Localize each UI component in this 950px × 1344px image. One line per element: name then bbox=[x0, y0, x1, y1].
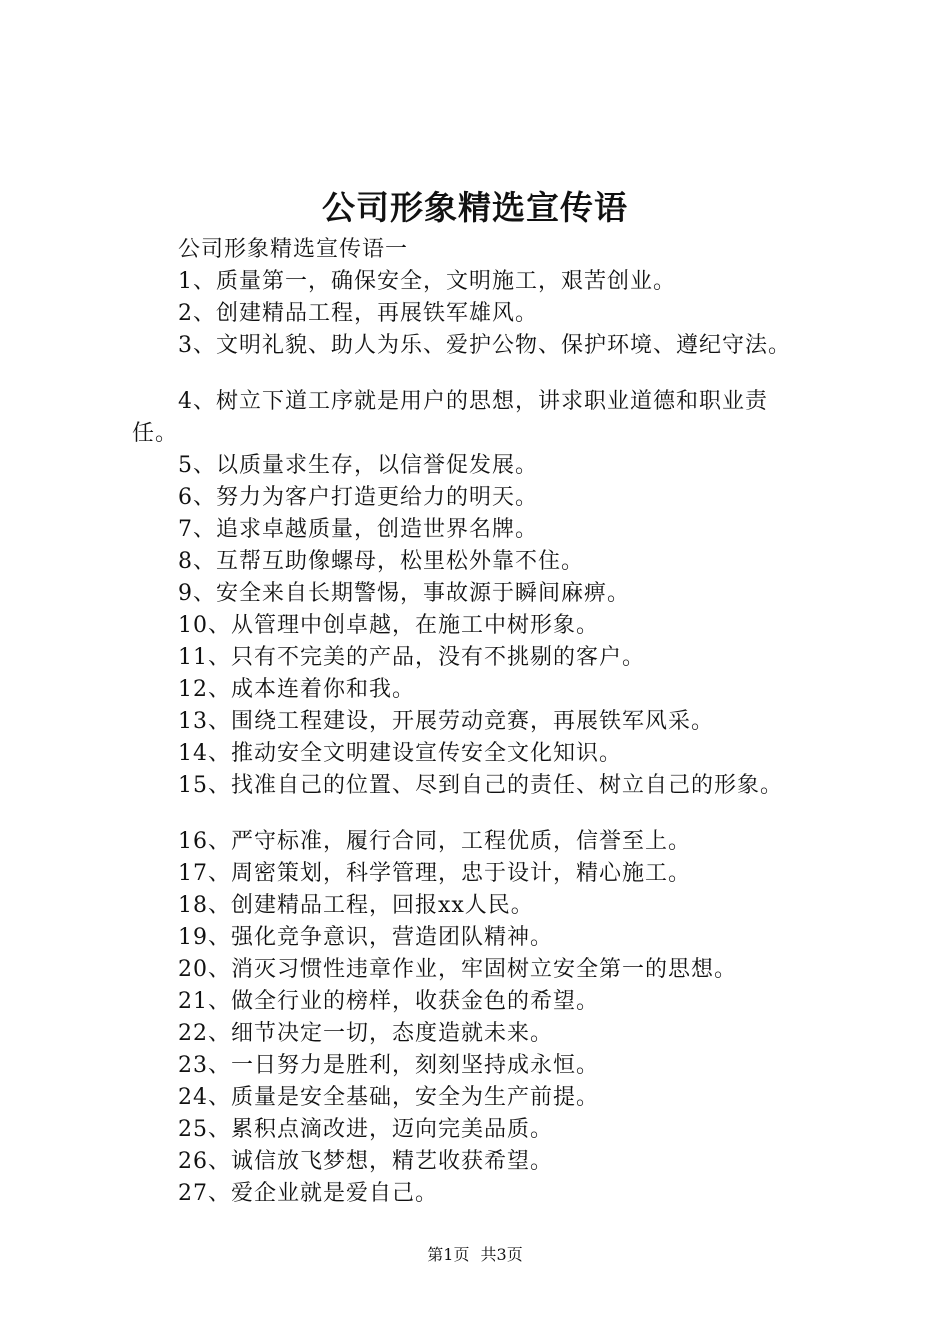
slogan-item: 12、成本连着你和我。 bbox=[178, 677, 415, 702]
slogan-item: 15、找准自己的位置、尽到自己的责任、树立自己的形象。 bbox=[178, 773, 783, 798]
slogan-item: 5、以质量求生存，以信誉促发展。 bbox=[178, 453, 538, 478]
slogan-item: 17、周密策划，科学管理，忠于设计，精心施工。 bbox=[178, 861, 691, 886]
slogan-item-continuation: 任。 bbox=[132, 421, 179, 446]
slogan-item: 3、文明礼貌、助人为乐、爱护公物、保护环境、遵纪守法。 bbox=[178, 333, 791, 358]
slogan-item: 7、追求卓越质量，创造世界名牌。 bbox=[178, 517, 538, 542]
slogan-item: 4、树立下道工序就是用户的思想，讲求职业道德和职业责 bbox=[178, 389, 768, 414]
slogan-item: 6、努力为客户打造更给力的明天。 bbox=[178, 485, 538, 510]
page-number: 第1页 bbox=[427, 1245, 470, 1264]
section-heading: 公司形象精选宣传语一 bbox=[178, 237, 409, 262]
slogan-item: 14、推动安全文明建设宣传安全文化知识。 bbox=[178, 741, 622, 766]
paragraph-gap bbox=[132, 802, 857, 826]
page-total: 共3页 bbox=[480, 1245, 523, 1264]
slogan-item: 20、消灭习惯性违章作业，牢固树立安全第一的思想。 bbox=[178, 957, 737, 982]
slogan-item: 23、一日努力是胜利，刻刻坚持成永恒。 bbox=[178, 1053, 599, 1078]
page-footer bbox=[0, 1244, 950, 1266]
slogan-item: 19、强化竞争意识，营造团队精神。 bbox=[178, 925, 553, 950]
slogan-item: 11、只有不完美的产品，没有不挑剔的客户。 bbox=[178, 645, 645, 670]
document-title: 公司形象精选宣传语 bbox=[322, 188, 628, 227]
slogan-item: 8、互帮互助像螺母，松里松外靠不住。 bbox=[178, 549, 584, 574]
slogan-item: 21、做全行业的榜样，收获金色的希望。 bbox=[178, 989, 599, 1014]
slogan-item: 25、累积点滴改进，迈向完美品质。 bbox=[178, 1117, 553, 1142]
slogan-item: 9、安全来自长期警惕，事故源于瞬间麻痹。 bbox=[178, 581, 630, 606]
slogan-item: 2、创建精品工程，再展铁军雄风。 bbox=[178, 301, 538, 326]
slogan-item: 22、细节决定一切，态度造就未来。 bbox=[178, 1021, 553, 1046]
document-body bbox=[132, 234, 857, 1210]
slogan-item: 26、诚信放飞梦想，精艺收获希望。 bbox=[178, 1149, 553, 1174]
slogan-item: 16、严守标准，履行合同，工程优质，信誉至上。 bbox=[178, 829, 691, 854]
paragraph-gap bbox=[132, 362, 857, 386]
slogan-item: 27、爱企业就是爱自己。 bbox=[178, 1181, 438, 1206]
slogan-item: 18、创建精品工程，回报xx人民。 bbox=[178, 893, 534, 918]
slogan-item: 10、从管理中创卓越，在施工中树形象。 bbox=[178, 613, 599, 638]
slogan-item: 1、质量第一，确保安全，文明施工，艰苦创业。 bbox=[178, 269, 676, 294]
slogan-item: 24、质量是安全基础，安全为生产前提。 bbox=[178, 1085, 599, 1110]
slogan-item: 13、围绕工程建设，开展劳动竞赛，再展铁军风采。 bbox=[178, 709, 714, 734]
